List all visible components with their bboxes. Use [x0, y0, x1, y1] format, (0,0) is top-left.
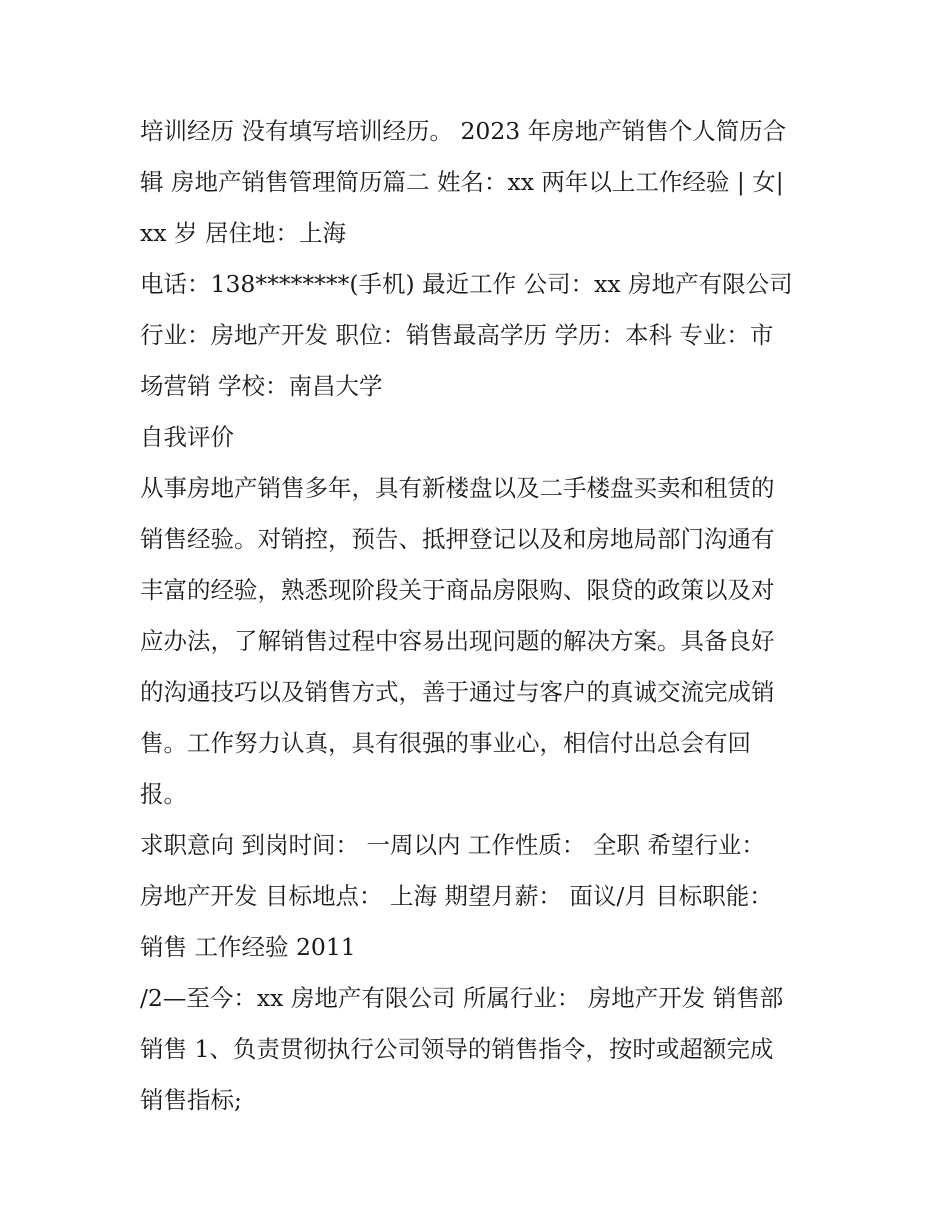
text-line-school: 场营销 学校：南昌大学 [140, 372, 383, 400]
text-line-evaluation-2: 销售经验。对销控，预告、抵押登记以及和房地局部门沟通有 [140, 525, 775, 553]
text-line-job-intention-2: 房地产开发 目标地点： 上海 期望月薪： 面议/月 目标职能： [140, 882, 773, 910]
text-line-work-experience-heading: 销售 工作经验 2011 [140, 933, 356, 961]
text-line-job-intention-1: 求职意向 到岗时间： 一周以内 工作性质： 全职 希望行业： [140, 831, 765, 859]
section-heading-self-evaluation: 自我评价 [140, 423, 234, 451]
text-line-evaluation-7: 报。 [140, 780, 187, 808]
text-line-work-experience-1: /2—至今：xx 房地产有限公司 所属行业： 房地产开发 销售部 [140, 984, 784, 1012]
text-line-work-experience-3: 销售指标; [140, 1086, 242, 1114]
text-line-evaluation-6: 售。工作努力认真，具有很强的事业心，相信付出总会有回 [140, 729, 751, 757]
document-body [140, 106, 820, 1126]
text-line-work-experience-2: 销售 1、负责贯彻执行公司领导的销售指令，按时或超额完成 [140, 1035, 774, 1063]
text-line-industry-education: 行业：房地产开发 职位：销售最高学历 学历：本科 专业：市 [140, 321, 774, 349]
text-line-age-residence: xx 岁 居住地：上海 [140, 219, 346, 247]
text-line-training: 培训经历 没有填写培训经历。 2023 年房地产销售个人简历合 [140, 117, 787, 145]
text-line-evaluation-3: 丰富的经验，熟悉现阶段关于商品房限购、限贷的政策以及对 [140, 576, 775, 604]
text-line-evaluation-1: 从事房地产销售多年，具有新楼盘以及二手楼盘买卖和租赁的 [140, 474, 775, 502]
text-line-evaluation-4: 应办法，了解销售过程中容易出现问题的解决方案。具备良好 [140, 627, 775, 655]
text-line-name: 辑 房地产销售管理简历篇二 姓名：xx 两年以上工作经验 | 女| [140, 168, 784, 196]
text-line-evaluation-5: 的沟通技巧以及销售方式，善于通过与客户的真诚交流完成销 [140, 678, 775, 706]
text-line-phone-company: 电话：138********(手机) 最近工作 公司：xx 房地产有限公司 [140, 270, 793, 298]
